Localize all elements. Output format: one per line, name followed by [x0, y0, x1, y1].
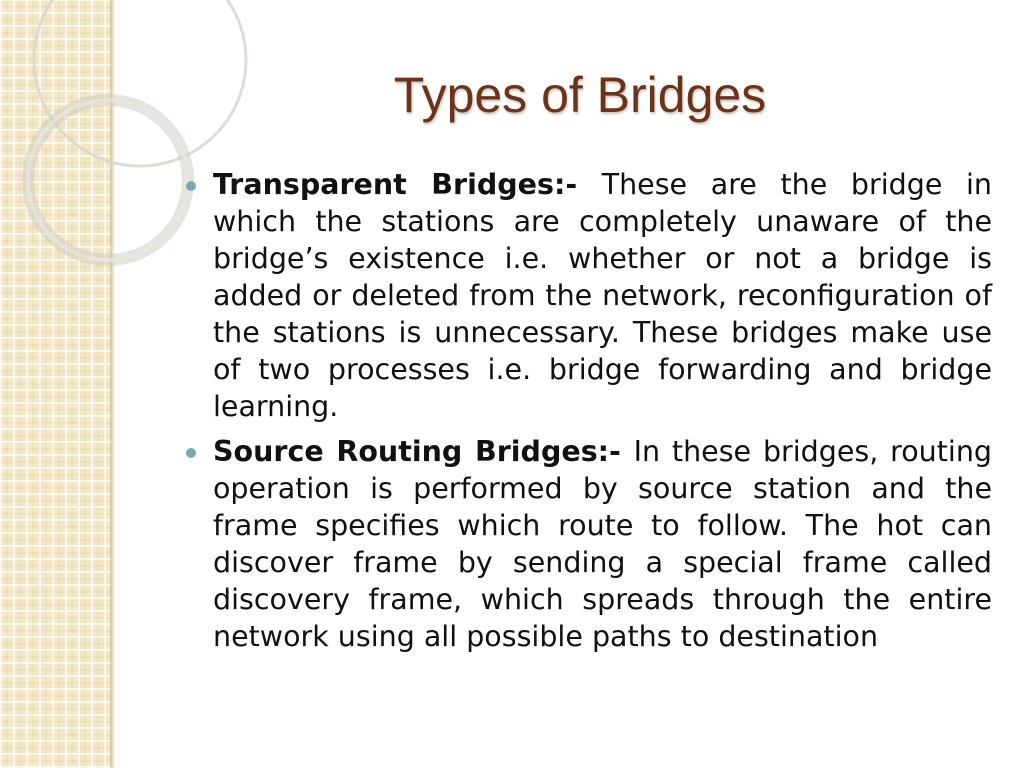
bullet-dot-icon	[186, 181, 196, 191]
bullet-item-transparent-bridges	[186, 166, 992, 425]
bullet-term: Transparent Bridges:-	[213, 168, 602, 201]
bullet-text: These are the bridge in which the stations are completely unaware of the bridge’s existence i.e. whether or not a bridge is added or deleted from the network, reconfiguration of the stations is unnecessary. These bridges make use of two processes i.e. bridge forwarding and bridge learning.	[213, 168, 992, 423]
bullet-text: In these bridges, routing operation is performed by source station and the frame specifies which route to follow. The hot can discover frame by sending a special frame called discovery frame, which spreads through the entire network using all possible paths to destination	[213, 435, 992, 653]
bullet-list	[186, 166, 992, 663]
strip-edge-shadow	[112, 0, 115, 768]
bullet-term: Source Routing Bridges:-	[213, 435, 634, 468]
decorative-grid-strip	[0, 0, 112, 768]
slide-title: Types of Bridges	[393, 67, 767, 123]
bullet-dot-icon	[186, 448, 196, 458]
bullet-item-source-routing-bridges	[186, 433, 992, 655]
